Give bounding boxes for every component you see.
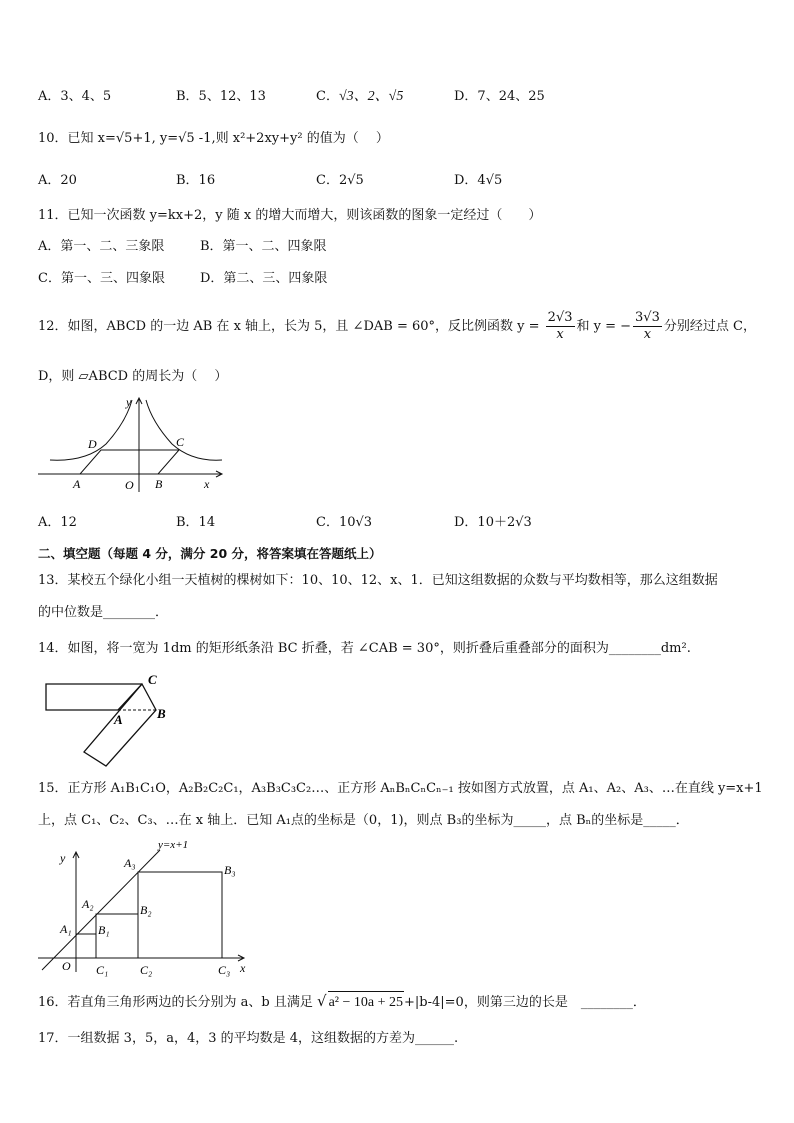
- q15-label-b1: B₁: [98, 923, 110, 937]
- q12-right-hyperbola: [146, 400, 222, 460]
- q9-option-c: [316, 88, 403, 106]
- q16-stem-part-b: +|b-4|=0，则第三边的长是 ________．: [404, 995, 646, 1010]
- q12-stem-part-c: 分别经过点 C，: [663, 319, 756, 334]
- q12-stem-line1: [38, 310, 756, 343]
- q14-fold-line: [118, 684, 142, 710]
- q16-stem: [38, 990, 646, 1014]
- q15-square-1: [76, 934, 96, 958]
- q15-label-b3: B₃: [224, 863, 236, 877]
- q12-left-hyperbola: [50, 400, 132, 460]
- q14-horizontal-strip: [46, 684, 142, 710]
- q16-sqrt-sign: √: [317, 992, 327, 1010]
- q9-option-a: A．3、4、5: [38, 89, 112, 104]
- q9-option-b: B．5、12、13: [176, 89, 266, 104]
- q12-fraction-1-numerator: 2√3: [547, 310, 573, 325]
- q15-label-a2: A₂: [82, 897, 94, 911]
- q12-stem-part-a: 12．如图，ABCD 的一边 AB 在 x 轴上，长为 5，且 ∠DAB = 60°，反比例函数 y =: [38, 319, 540, 334]
- q12-label-c: C: [176, 435, 185, 449]
- q15-figure: [36, 836, 266, 978]
- q12-label-a: A: [73, 477, 81, 491]
- q9-option-c-prefix: C．: [316, 89, 339, 104]
- q15-line2: 上，点 C₁、C₂、C₃、…在 x 轴上．已知 A₁点的坐标是（0，1)，则点 B₃的坐标为_____，点 Bₙ的坐标是_____．: [38, 813, 689, 828]
- q16-stem-part-a: 16．若直角三角形两边的长分别为 a、b 且满足: [38, 995, 313, 1010]
- q9-option-c-math: √3、2、√5: [338, 89, 404, 104]
- q14-label-c: C: [148, 672, 157, 687]
- q15-label-c3: C₃: [218, 963, 231, 977]
- q15-label-b2: B₂: [140, 903, 152, 917]
- q10-option-c: C．2√5: [316, 173, 364, 188]
- q12-label-d: D: [88, 437, 97, 451]
- q12-stem-part-b: 和 y = −: [576, 319, 632, 334]
- q15-label-c2: C₂: [140, 963, 153, 977]
- q12-option-c: C．10√3: [316, 515, 373, 530]
- q12-option-b: B．14: [176, 515, 216, 530]
- q15-label-a3: A₃: [124, 856, 136, 870]
- q12-figure: [36, 392, 236, 496]
- q12-fraction-2-denominator: x: [643, 327, 652, 342]
- q17-stem: 17．一组数据 3，5，a，4，3 的平均数是 4，这组数据的方差为______.: [38, 1031, 459, 1046]
- q12-label-x: x: [204, 477, 210, 491]
- q13-line1: 13．某校五个绿化小组一天植树的棵树如下：10、10、12、x、1．已知这组数据的众数与平均数相等，那么这组数据: [38, 573, 718, 588]
- q12-fraction-1: [546, 310, 575, 343]
- q11-option-b: B．第一、二、四象限: [200, 239, 327, 254]
- q15-label-a1: A₁: [60, 922, 72, 936]
- q10-option-d: D．4√5: [454, 173, 503, 188]
- q12-stem-line2: D，则 ▱ABCD 的周长为（ ）: [38, 369, 228, 384]
- q14-label-a: A: [114, 712, 123, 727]
- q12-fraction-2: [633, 310, 662, 343]
- q14-stem: 14．如图，将一宽为 1dm 的矩形纸条沿 BC 折叠，若 ∠CAB = 30°，则折叠后重叠部分的面积为________dm².: [38, 641, 691, 656]
- section-2-title: 二、填空题（每题 4 分，满分 20 分，将答案填在答题纸上）: [38, 546, 382, 561]
- q15-line1: 15．正方形 A₁B₁C₁O，A₂B₂C₂C₁，A₃B₃C₃C₂…、正方形 AₙBₙCₙCₙ₋₁ 按如图方式放置，点 A₁、A₂、A₃、…在直线 y=x+1: [38, 781, 763, 796]
- q12-option-a: A．12: [38, 515, 77, 530]
- q15-label-o: O: [62, 959, 71, 973]
- q12-label-b: B: [155, 477, 163, 491]
- q10-option-a: A．20: [38, 173, 77, 188]
- q14-label-b: B: [157, 706, 166, 721]
- q13-line2: 的中位数是________．: [38, 605, 169, 620]
- q11-option-c: C．第一、三、四象限: [38, 271, 165, 286]
- q15-label-line: y=x+1: [158, 839, 189, 851]
- q12-parallelogram: [80, 450, 179, 474]
- q12-label-o: O: [125, 478, 134, 492]
- q9-option-d: D．7、24、25: [454, 89, 545, 104]
- q10-stem: 10．已知 x=√5+1, y=√5 -1,则 x²+2xy+y² 的值为（ ）: [38, 131, 389, 146]
- q15-label-x: x: [240, 961, 246, 975]
- q15-label-c1: C₁: [96, 963, 109, 977]
- q16-radicand: a² − 10a + 25: [328, 991, 404, 1014]
- q11-option-a: A．第一、二、三象限: [38, 239, 165, 254]
- q11-stem: 11．已知一次函数 y=kx+2，y 随 x 的增大而增大，则该函数的图象一定经过（ ）: [38, 208, 542, 223]
- q12-label-y: y: [126, 395, 132, 409]
- q10-option-b: B．16: [176, 173, 216, 188]
- q15-label-y: y: [60, 851, 66, 865]
- q12-option-d: D．10＋2√3: [454, 515, 532, 530]
- q14-figure: [40, 670, 180, 770]
- q12-fraction-2-numerator: 3√3: [635, 310, 660, 325]
- q11-option-d: D．第二、三、四象限: [200, 271, 328, 286]
- q12-fraction-1-denominator: x: [556, 327, 564, 342]
